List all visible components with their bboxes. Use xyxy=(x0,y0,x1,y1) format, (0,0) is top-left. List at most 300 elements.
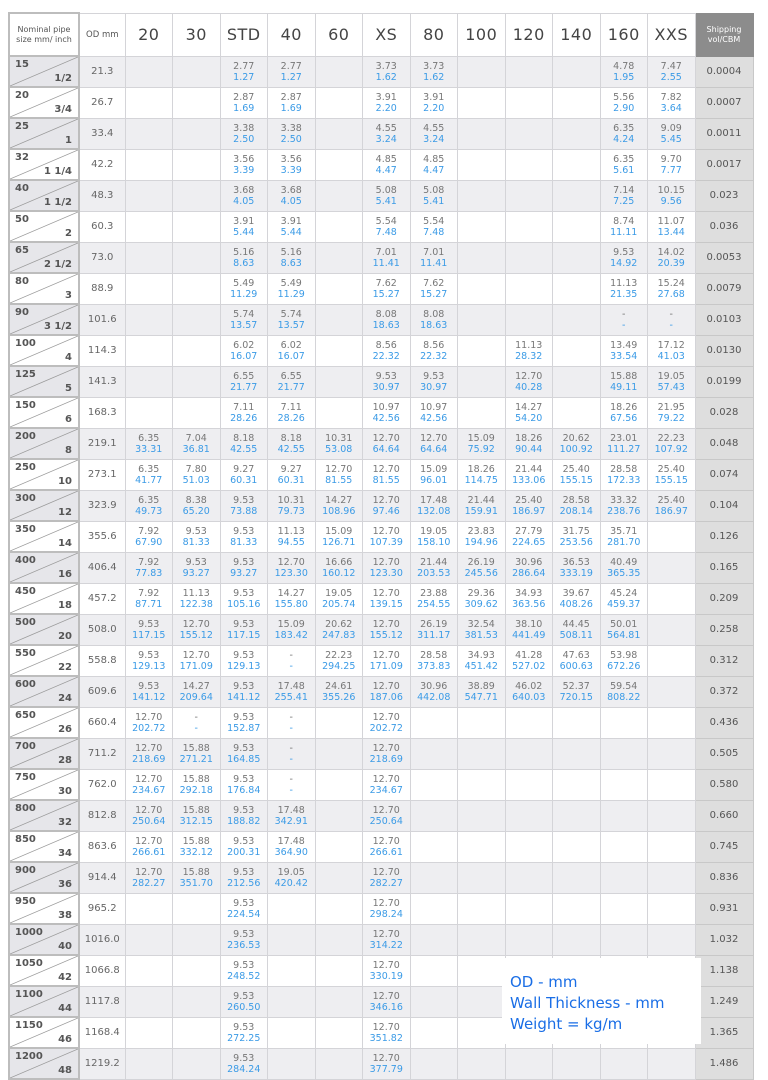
schedule-cell xyxy=(600,366,648,397)
wall-thickness-value: 22.23 xyxy=(325,649,353,661)
schedule-cell xyxy=(220,242,268,273)
schedule-cell xyxy=(315,986,363,1017)
shipping-volume-cell: 0.0053 xyxy=(695,242,753,273)
nominal-size-cell xyxy=(9,180,79,211)
schedule-cell xyxy=(125,924,173,955)
schedule-cell xyxy=(410,366,458,397)
nominal-size-mm: 900 xyxy=(15,865,36,876)
schedule-cell xyxy=(458,986,506,1017)
wall-thickness-value: 2.87 xyxy=(233,91,255,103)
weight-value: 107.39 xyxy=(369,536,403,548)
schedule-cell xyxy=(363,211,411,242)
od-cell: 1016.0 xyxy=(79,924,125,955)
schedule-cell xyxy=(173,211,221,242)
weight-value: 250.64 xyxy=(369,815,403,827)
weight-value: 720.15 xyxy=(559,691,593,703)
nominal-size-inch: 32 xyxy=(58,817,72,828)
shipping-volume-header: Shipping vol/CBM xyxy=(695,13,753,56)
wall-thickness-value: 13.49 xyxy=(610,339,638,351)
schedule-cell xyxy=(505,428,553,459)
wall-thickness-value: 12.70 xyxy=(372,804,400,816)
od-cell: 21.3 xyxy=(79,56,125,87)
schedule-cell xyxy=(648,831,696,862)
schedule-cell xyxy=(410,676,458,707)
weight-value: 16.07 xyxy=(277,350,305,362)
schedule-cell xyxy=(505,149,553,180)
wall-thickness-value: 19.05 xyxy=(420,525,448,537)
weight-value: 81.33 xyxy=(230,536,258,548)
weight-value: 351.82 xyxy=(369,1032,403,1044)
nominal-size-mm: 1200 xyxy=(15,1051,43,1062)
schedule-cell xyxy=(173,428,221,459)
schedule-cell xyxy=(220,397,268,428)
schedule-cell xyxy=(458,56,506,87)
wall-thickness-value: 9.53 xyxy=(233,618,255,630)
weight-value: 2.90 xyxy=(613,102,635,114)
nominal-size-cell xyxy=(9,87,79,118)
nominal-size-inch: 3 1/2 xyxy=(43,321,72,332)
schedule-cell xyxy=(410,893,458,924)
wall-thickness-value: 5.74 xyxy=(233,308,255,320)
schedule-header-30: 30 xyxy=(173,13,221,56)
schedule-cell xyxy=(458,397,506,428)
weight-value: 203.53 xyxy=(417,567,451,579)
shipping-volume-cell: 0.0103 xyxy=(695,304,753,335)
wall-thickness-value: 4.85 xyxy=(423,153,445,165)
schedule-cell xyxy=(315,335,363,366)
table-row xyxy=(9,304,753,335)
schedule-cell xyxy=(458,707,506,738)
schedule-cell xyxy=(315,490,363,521)
wall-thickness-value: 11.13 xyxy=(182,587,210,599)
wall-thickness-value: 3.56 xyxy=(233,153,255,165)
wall-thickness-value: 28.58 xyxy=(420,649,448,661)
table-row xyxy=(9,149,753,180)
wall-thickness-value: 10.31 xyxy=(325,432,353,444)
weight-value: 155.15 xyxy=(654,474,688,486)
weight-value: 57.43 xyxy=(657,381,685,393)
wall-thickness-value: 17.12 xyxy=(657,339,685,351)
weight-value: 176.84 xyxy=(227,784,261,796)
wall-thickness-value: 9.53 xyxy=(233,928,255,940)
schedule-cell xyxy=(458,428,506,459)
schedule-cell xyxy=(125,211,173,242)
schedule-cell xyxy=(553,800,601,831)
wall-thickness-value: 15.88 xyxy=(182,773,210,785)
wall-thickness-value: 12.70 xyxy=(372,742,400,754)
schedule-cell xyxy=(125,335,173,366)
schedule-cell xyxy=(505,614,553,645)
schedule-cell xyxy=(315,893,363,924)
schedule-cell xyxy=(220,862,268,893)
weight-value: 342.91 xyxy=(274,815,308,827)
schedule-cell xyxy=(505,490,553,521)
weight-value: 20.39 xyxy=(657,257,685,269)
wall-thickness-value: 34.93 xyxy=(515,587,543,599)
weight-value: 5.44 xyxy=(233,226,255,238)
weight-value: 129.13 xyxy=(132,660,166,672)
wall-thickness-value: 9.53 xyxy=(233,494,255,506)
schedule-cell xyxy=(648,242,696,273)
wall-thickness-value: 7.82 xyxy=(660,91,682,103)
schedule-cell xyxy=(268,893,316,924)
wall-thickness-value: 6.55 xyxy=(233,370,255,382)
wall-thickness-value: 15.88 xyxy=(610,370,638,382)
od-cell: 273.1 xyxy=(79,459,125,490)
weight-value: 208.14 xyxy=(559,505,593,517)
wall-thickness-value: 52.37 xyxy=(562,680,590,692)
shipping-volume-cell: 0.023 xyxy=(695,180,753,211)
wall-thickness-value: 12.70 xyxy=(372,432,400,444)
schedule-cell xyxy=(363,769,411,800)
wall-thickness-value: 3.91 xyxy=(233,215,255,227)
table-row xyxy=(9,56,753,87)
nominal-size-inch: 10 xyxy=(58,476,72,487)
weight-value: 171.09 xyxy=(369,660,403,672)
schedule-cell xyxy=(173,242,221,273)
schedule-cell xyxy=(268,614,316,645)
schedule-cell xyxy=(363,366,411,397)
wall-thickness-value: 3.56 xyxy=(280,153,302,165)
schedule-cell xyxy=(173,862,221,893)
schedule-cell xyxy=(268,1017,316,1048)
table-row xyxy=(9,180,753,211)
wall-thickness-value: 15.09 xyxy=(467,432,495,444)
schedule-header-160: 160 xyxy=(600,13,648,56)
schedule-cell xyxy=(363,986,411,1017)
weight-value: 245.56 xyxy=(464,567,498,579)
od-cell: 711.2 xyxy=(79,738,125,769)
weight-value: 2.55 xyxy=(660,71,682,83)
schedule-cell xyxy=(220,304,268,335)
schedule-cell xyxy=(173,304,221,335)
wall-thickness-value: 34.93 xyxy=(467,649,495,661)
nominal-size-inch: 28 xyxy=(58,755,72,766)
weight-value: 346.16 xyxy=(369,1001,403,1013)
schedule-cell xyxy=(600,707,648,738)
shipping-volume-cell: 0.048 xyxy=(695,428,753,459)
schedule-cell xyxy=(553,56,601,87)
wall-thickness-value: 11.13 xyxy=(277,525,305,537)
wall-thickness-value: 5.54 xyxy=(423,215,445,227)
nominal-size-mm: 350 xyxy=(15,524,36,535)
weight-value: 333.19 xyxy=(559,567,593,579)
schedule-cell xyxy=(315,87,363,118)
schedule-cell xyxy=(553,614,601,645)
schedule-cell xyxy=(363,893,411,924)
schedule-cell xyxy=(553,459,601,490)
schedule-cell xyxy=(458,614,506,645)
schedule-cell xyxy=(173,738,221,769)
schedule-cell xyxy=(315,924,363,955)
weight-value: 224.65 xyxy=(512,536,546,548)
wall-thickness-value: 6.02 xyxy=(233,339,255,351)
shipping-volume-cell: 0.258 xyxy=(695,614,753,645)
schedule-cell xyxy=(315,180,363,211)
weight-value: - xyxy=(289,784,293,796)
wall-thickness-value: 17.48 xyxy=(277,835,305,847)
schedule-cell xyxy=(600,428,648,459)
wall-thickness-value: 9.53 xyxy=(233,804,255,816)
wall-thickness-value: 12.70 xyxy=(182,649,210,661)
weight-value: 132.08 xyxy=(417,505,451,517)
weight-value: 183.42 xyxy=(274,629,308,641)
schedule-cell xyxy=(363,862,411,893)
nominal-size-cell xyxy=(9,583,79,614)
wall-thickness-value: 3.91 xyxy=(423,91,445,103)
wall-thickness-value: 7.14 xyxy=(613,184,635,196)
weight-value: 312.15 xyxy=(179,815,213,827)
schedule-cell xyxy=(410,211,458,242)
nominal-size-inch: 5 xyxy=(65,383,72,394)
schedule-cell xyxy=(220,366,268,397)
legend-weight-units: Weight = kg/m xyxy=(510,1015,623,1033)
schedule-cell xyxy=(220,1017,268,1048)
schedule-cell xyxy=(220,769,268,800)
wall-thickness-value: 3.38 xyxy=(233,122,255,134)
schedule-cell xyxy=(268,397,316,428)
schedule-cell xyxy=(125,986,173,1017)
table-row xyxy=(9,552,753,583)
schedule-cell xyxy=(458,738,506,769)
schedule-cell xyxy=(458,304,506,335)
schedule-cell xyxy=(553,335,601,366)
schedule-cell xyxy=(363,335,411,366)
wall-thickness-value: 5.54 xyxy=(375,215,397,227)
schedule-cell xyxy=(553,831,601,862)
wall-thickness-value: 9.53 xyxy=(233,897,255,909)
schedule-cell xyxy=(600,211,648,242)
schedule-cell xyxy=(220,428,268,459)
weight-value: 202.72 xyxy=(369,722,403,734)
weight-value: 141.12 xyxy=(227,691,261,703)
wall-thickness-value: 12.70 xyxy=(372,494,400,506)
weight-value: 363.56 xyxy=(512,598,546,610)
weight-value: 332.12 xyxy=(179,846,213,858)
nominal-size-cell xyxy=(9,955,79,986)
wall-thickness-value: 5.74 xyxy=(280,308,302,320)
schedule-cell xyxy=(648,366,696,397)
weight-value: 30.97 xyxy=(420,381,448,393)
wall-thickness-value: 12.70 xyxy=(372,618,400,630)
wall-thickness-value: 9.53 xyxy=(233,587,255,599)
weight-value: 672.26 xyxy=(607,660,641,672)
schedule-cell xyxy=(505,893,553,924)
wall-thickness-value: 4.55 xyxy=(375,122,397,134)
weight-value: 18.63 xyxy=(420,319,448,331)
schedule-cell xyxy=(173,924,221,955)
schedule-cell xyxy=(410,955,458,986)
schedule-header-xs: XS xyxy=(363,13,411,56)
schedule-cell xyxy=(268,242,316,273)
schedule-cell xyxy=(125,180,173,211)
wall-thickness-value: 21.44 xyxy=(420,556,448,568)
wall-thickness-value: 20.62 xyxy=(562,432,590,444)
weight-value: 27.68 xyxy=(657,288,685,300)
wall-thickness-value: 3.38 xyxy=(280,122,302,134)
wall-thickness-value: 6.35 xyxy=(613,122,635,134)
weight-value: 65.20 xyxy=(182,505,210,517)
wall-thickness-value: 8.08 xyxy=(423,308,445,320)
nominal-size-inch: 2 xyxy=(65,228,72,239)
schedule-cell xyxy=(648,521,696,552)
schedule-cell xyxy=(268,118,316,149)
nominal-size-cell xyxy=(9,614,79,645)
weight-value: 7.77 xyxy=(660,164,682,176)
weight-value: 41.03 xyxy=(657,350,685,362)
schedule-header-40: 40 xyxy=(268,13,316,56)
schedule-cell xyxy=(125,242,173,273)
wall-thickness-value: 28.58 xyxy=(610,463,638,475)
schedule-cell xyxy=(220,893,268,924)
wall-thickness-value: 23.88 xyxy=(420,587,448,599)
nominal-size-mm: 200 xyxy=(15,431,36,442)
weight-value: 808.22 xyxy=(607,691,641,703)
weight-value: 2.20 xyxy=(375,102,397,114)
table-row xyxy=(9,676,753,707)
weight-value: 42.56 xyxy=(372,412,400,424)
weight-value: 33.54 xyxy=(610,350,638,362)
weight-value: 42.55 xyxy=(277,443,305,455)
schedule-cell xyxy=(553,676,601,707)
wall-thickness-value: 21.44 xyxy=(515,463,543,475)
wall-thickness-value: 17.48 xyxy=(420,494,448,506)
units-legend xyxy=(502,958,701,1044)
schedule-cell xyxy=(268,335,316,366)
schedule-cell xyxy=(220,676,268,707)
schedule-cell xyxy=(268,552,316,583)
schedule-cell xyxy=(363,800,411,831)
weight-value: 377.79 xyxy=(369,1063,403,1075)
shipping-volume-cell: 1.486 xyxy=(695,1048,753,1079)
wall-thickness-value: 7.47 xyxy=(660,60,682,72)
schedule-cell xyxy=(410,242,458,273)
wall-thickness-value: 5.49 xyxy=(233,277,255,289)
schedule-cell xyxy=(268,273,316,304)
nominal-size-inch: 4 xyxy=(65,352,72,363)
schedule-cell xyxy=(315,428,363,459)
nominal-size-cell xyxy=(9,459,79,490)
schedule-cell xyxy=(125,87,173,118)
nominal-size-cell xyxy=(9,273,79,304)
wall-thickness-value: 5.08 xyxy=(423,184,445,196)
schedule-cell xyxy=(363,1017,411,1048)
wall-thickness-value: 9.53 xyxy=(233,990,255,1002)
wall-thickness-value: 3.91 xyxy=(280,215,302,227)
nominal-size-cell xyxy=(9,1017,79,1048)
schedule-header-140: 140 xyxy=(553,13,601,56)
weight-value: 100.92 xyxy=(559,443,593,455)
schedule-cell xyxy=(173,149,221,180)
weight-value: 294.25 xyxy=(322,660,356,672)
weight-value: 205.74 xyxy=(322,598,356,610)
schedule-cell xyxy=(125,56,173,87)
wall-thickness-value: 12.70 xyxy=(372,556,400,568)
wall-thickness-value: 59.54 xyxy=(610,680,638,692)
wall-thickness-value: 6.35 xyxy=(138,432,160,444)
wall-thickness-value: 9.53 xyxy=(138,649,160,661)
schedule-header-100: 100 xyxy=(458,13,506,56)
weight-value: 64.64 xyxy=(420,443,448,455)
weight-value: 186.97 xyxy=(512,505,546,517)
weight-value: 171.09 xyxy=(179,660,213,672)
schedule-cell xyxy=(315,521,363,552)
schedule-cell xyxy=(173,521,221,552)
schedule-cell xyxy=(458,676,506,707)
weight-value: 247.83 xyxy=(322,629,356,641)
schedule-cell xyxy=(363,552,411,583)
wall-thickness-value: 7.80 xyxy=(185,463,207,475)
od-header: OD mm xyxy=(79,13,125,56)
weight-value: 97.46 xyxy=(372,505,400,517)
nominal-size-mm: 40 xyxy=(15,183,29,194)
schedule-cell xyxy=(315,366,363,397)
schedule-cell xyxy=(315,211,363,242)
od-cell: 406.4 xyxy=(79,552,125,583)
wall-thickness-value: 35.71 xyxy=(610,525,638,537)
wall-thickness-value: 3.73 xyxy=(375,60,397,72)
wall-thickness-value: 10.31 xyxy=(277,494,305,506)
schedule-cell xyxy=(315,397,363,428)
schedule-cell xyxy=(125,583,173,614)
schedule-cell xyxy=(315,862,363,893)
schedule-cell xyxy=(648,304,696,335)
od-cell: 1066.8 xyxy=(79,955,125,986)
schedule-cell xyxy=(553,521,601,552)
schedule-cell xyxy=(505,769,553,800)
schedule-cell xyxy=(410,521,458,552)
od-cell: 508.0 xyxy=(79,614,125,645)
table-row xyxy=(9,800,753,831)
weight-value: 4.05 xyxy=(280,195,302,207)
schedule-cell xyxy=(648,707,696,738)
nominal-size-inch: 20 xyxy=(58,631,72,642)
schedule-cell xyxy=(553,583,601,614)
shipping-volume-cell: 0.0130 xyxy=(695,335,753,366)
od-cell: 168.3 xyxy=(79,397,125,428)
weight-value: 5.41 xyxy=(423,195,445,207)
wall-thickness-value: 7.92 xyxy=(138,587,160,599)
schedule-cell xyxy=(553,118,601,149)
schedule-cell xyxy=(315,459,363,490)
wall-thickness-value: 12.70 xyxy=(372,463,400,475)
schedule-cell xyxy=(315,800,363,831)
nominal-size-cell xyxy=(9,397,79,428)
weight-value: 123.30 xyxy=(369,567,403,579)
wall-thickness-value: 9.53 xyxy=(233,866,255,878)
schedule-cell xyxy=(553,552,601,583)
schedule-cell xyxy=(410,738,458,769)
wall-thickness-value: 8.56 xyxy=(423,339,445,351)
nominal-size-inch: 40 xyxy=(58,941,72,952)
wall-thickness-value: 12.70 xyxy=(135,711,163,723)
schedule-cell xyxy=(458,924,506,955)
schedule-cell xyxy=(363,490,411,521)
weight-value: 111.27 xyxy=(607,443,641,455)
weight-value: 186.97 xyxy=(654,505,688,517)
shipping-volume-cell: 0.074 xyxy=(695,459,753,490)
weight-value: 15.27 xyxy=(372,288,400,300)
nominal-size-inch: 26 xyxy=(58,724,72,735)
weight-value: 8.63 xyxy=(233,257,255,269)
schedule-cell xyxy=(600,800,648,831)
wall-thickness-value: 23.83 xyxy=(467,525,495,537)
schedule-cell xyxy=(410,831,458,862)
schedule-cell xyxy=(363,87,411,118)
schedule-cell xyxy=(220,149,268,180)
schedule-cell xyxy=(505,831,553,862)
nominal-size-cell xyxy=(9,986,79,1017)
